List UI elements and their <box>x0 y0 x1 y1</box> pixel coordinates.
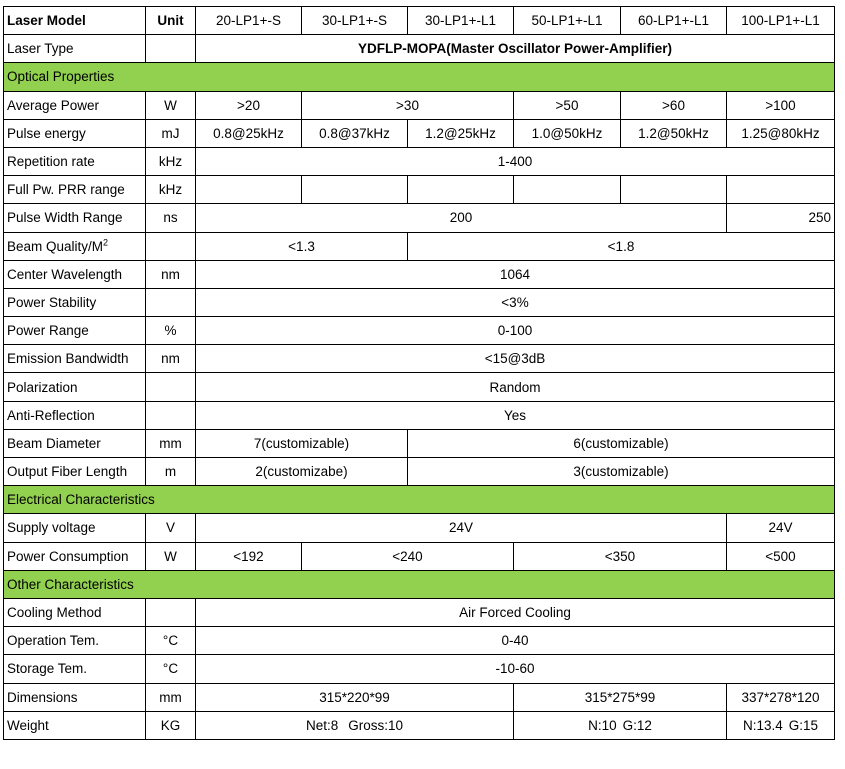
dimensions-row <box>4 683 835 711</box>
unit-cell: W <box>146 91 196 119</box>
value-cell: >20 <box>196 91 302 119</box>
laser-type-value: YDFLP-MOPA(Master Oscillator Power-Amplifier) <box>196 35 835 63</box>
row-label: Repetition rate <box>4 147 146 175</box>
value-cell: 24V <box>196 514 727 542</box>
row-label: Output Fiber Length <box>4 458 146 486</box>
laser-type-row <box>4 35 835 63</box>
value-cell: 2(customizabe) <box>196 458 408 486</box>
empty-cell <box>621 176 727 204</box>
unit-cell: % <box>146 317 196 345</box>
value-cell <box>196 711 514 739</box>
storage-temp-row <box>4 655 835 683</box>
unit-cell: kHz <box>146 147 196 175</box>
row-label: Pulse Width Range <box>4 204 146 232</box>
polarization-row <box>4 373 835 401</box>
value-cell: 6(customizable) <box>408 429 835 457</box>
pulse-width-row <box>4 204 835 232</box>
empty-cell <box>408 176 514 204</box>
unit-cell: °C <box>146 627 196 655</box>
beam-diameter-row <box>4 429 835 457</box>
value-cell: >60 <box>621 91 727 119</box>
unit-cell <box>146 35 196 63</box>
net-weight: Net:8 <box>305 717 339 733</box>
row-label: Power Range <box>4 317 146 345</box>
power-consumption-row <box>4 542 835 570</box>
unit-cell <box>146 373 196 401</box>
unit-cell: nm <box>146 345 196 373</box>
row-label: Pulse energy <box>4 119 146 147</box>
value-cell: 3(customizable) <box>408 458 835 486</box>
section-row-optical <box>4 63 835 91</box>
section-row-electrical <box>4 486 835 514</box>
value-cell: Yes <box>196 401 835 429</box>
row-label: Weight <box>4 711 146 739</box>
model-header: 100-LP1+-L1 <box>727 7 835 35</box>
section-title: Other Characteristics <box>4 570 835 598</box>
empty-cell <box>727 176 835 204</box>
unit-cell: mJ <box>146 119 196 147</box>
value-cell: 0.8@37kHz <box>302 119 408 147</box>
unit-cell <box>146 288 196 316</box>
row-label: Laser Type <box>4 35 146 63</box>
unit-cell: nm <box>146 260 196 288</box>
value-cell: 0-100 <box>196 317 835 345</box>
full-pw-prr-row <box>4 176 835 204</box>
value-cell: <192 <box>196 542 302 570</box>
value-cell: <500 <box>727 542 835 570</box>
value-cell: 250 <box>727 204 835 232</box>
value-cell: 7(customizable) <box>196 429 408 457</box>
row-label: Anti-Reflection <box>4 401 146 429</box>
empty-cell <box>196 176 302 204</box>
value-cell: <1.3 <box>196 232 408 260</box>
gross-weight: G:12 <box>622 717 652 733</box>
unit-cell: KG <box>146 711 196 739</box>
value-cell: <240 <box>302 542 514 570</box>
unit-header: Unit <box>146 7 196 35</box>
row-label <box>4 232 146 260</box>
value-cell: >30 <box>302 91 514 119</box>
cooling-row <box>4 598 835 626</box>
value-cell: 1.2@25kHz <box>408 119 514 147</box>
row-label: Power Consumption <box>4 542 146 570</box>
row-label: Cooling Method <box>4 598 146 626</box>
gross-weight: Gross:10 <box>348 717 404 733</box>
value-cell: >50 <box>514 91 621 119</box>
supply-voltage-row <box>4 514 835 542</box>
repetition-rate-row <box>4 147 835 175</box>
laser-model-header: Laser Model <box>4 7 146 35</box>
value-cell: 1064 <box>196 260 835 288</box>
unit-cell <box>146 598 196 626</box>
value-cell: 1-400 <box>196 147 835 175</box>
value-cell: <350 <box>514 542 727 570</box>
row-label: Average Power <box>4 91 146 119</box>
row-label: Supply voltage <box>4 514 146 542</box>
header-row <box>4 7 835 35</box>
unit-cell: kHz <box>146 176 196 204</box>
value-cell: <3% <box>196 288 835 316</box>
value-cell: 0-40 <box>196 627 835 655</box>
value-cell: 315*275*99 <box>514 683 727 711</box>
value-cell: 24V <box>727 514 835 542</box>
spec-table <box>3 6 835 740</box>
unit-cell: ns <box>146 204 196 232</box>
empty-cell <box>514 176 621 204</box>
row-label: Operation Tem. <box>4 627 146 655</box>
row-label: Center Wavelength <box>4 260 146 288</box>
value-cell: >100 <box>727 91 835 119</box>
unit-cell: m <box>146 458 196 486</box>
emission-bandwidth-row <box>4 345 835 373</box>
unit-cell: mm <box>146 429 196 457</box>
model-header: 20-LP1+-S <box>196 7 302 35</box>
average-power-row <box>4 91 835 119</box>
model-header: 30-LP1+-L1 <box>408 7 514 35</box>
value-cell: 337*278*120 <box>727 683 835 711</box>
unit-cell: W <box>146 542 196 570</box>
value-cell: 1.25@80kHz <box>727 119 835 147</box>
value-cell <box>727 711 835 739</box>
unit-cell: °C <box>146 655 196 683</box>
empty-cell <box>302 176 408 204</box>
section-row-other <box>4 570 835 598</box>
power-range-row <box>4 317 835 345</box>
unit-cell: mm <box>146 683 196 711</box>
row-label: Dimensions <box>4 683 146 711</box>
value-cell: -10-60 <box>196 655 835 683</box>
value-cell: 315*220*99 <box>196 683 514 711</box>
unit-cell <box>146 401 196 429</box>
row-label-text: Beam Quality/M <box>7 238 104 254</box>
superscript: 2 <box>103 237 109 248</box>
value-cell: 1.0@50kHz <box>514 119 621 147</box>
value-cell: <1.8 <box>408 232 835 260</box>
power-stability-row <box>4 288 835 316</box>
value-cell: 1.2@50kHz <box>621 119 727 147</box>
value-cell: 200 <box>196 204 727 232</box>
value-cell: Random <box>196 373 835 401</box>
row-label: Beam Diameter <box>4 429 146 457</box>
row-label: Emission Bandwidth <box>4 345 146 373</box>
row-label: Polarization <box>4 373 146 401</box>
operation-temp-row <box>4 627 835 655</box>
value-cell: <15@3dB <box>196 345 835 373</box>
net-weight: N:13.4 <box>742 717 783 733</box>
section-title: Electrical Characteristics <box>4 486 835 514</box>
unit-cell: V <box>146 514 196 542</box>
model-header: 50-LP1+-L1 <box>514 7 621 35</box>
unit-cell <box>146 232 196 260</box>
weight-row <box>4 711 835 739</box>
center-wavelength-row <box>4 260 835 288</box>
pulse-energy-row <box>4 119 835 147</box>
row-label: Power Stability <box>4 288 146 316</box>
model-header: 30-LP1+-S <box>302 7 408 35</box>
value-cell: Air Forced Cooling <box>196 598 835 626</box>
row-label: Full Pw. PRR range <box>4 176 146 204</box>
model-header: 60-LP1+-L1 <box>621 7 727 35</box>
value-cell: 0.8@25kHz <box>196 119 302 147</box>
row-label: Storage Tem. <box>4 655 146 683</box>
section-title: Optical Properties <box>4 63 835 91</box>
value-cell <box>514 711 727 739</box>
anti-reflection-row <box>4 401 835 429</box>
gross-weight: G:15 <box>788 717 819 733</box>
output-fiber-row <box>4 458 835 486</box>
net-weight: N:10 <box>588 717 617 733</box>
beam-quality-row <box>4 232 835 260</box>
